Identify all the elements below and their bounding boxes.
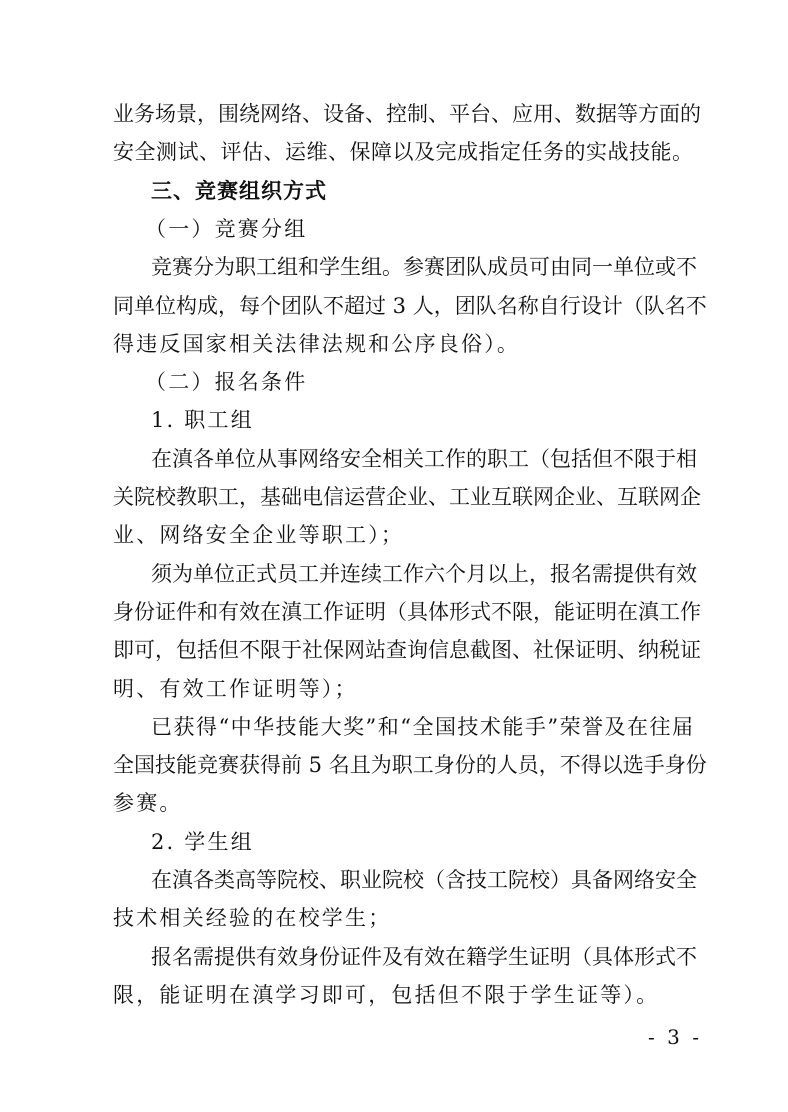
- body-text-line: 身份证件和有效在滇工作证明（具体形式不限，能证明在滇工作: [113, 600, 701, 624]
- body-text-line: 安全测试、评估、运维、保障以及完成指定任务的实战技能。: [113, 140, 693, 164]
- body-text-line: 即可，包括但不限于社保网站查询信息截图、社保证明、纳税证: [113, 638, 701, 662]
- subsection-heading: （二）报名条件: [145, 370, 308, 394]
- body-text-line: 技术相关经验的在校学生；: [113, 906, 392, 930]
- body-text-line: 须为单位正式员工并连续工作六个月以上，报名需提供有效: [151, 562, 697, 586]
- body-text-line: 已获得“中华技能大奖”和“全国技术能手”荣誉及在往届: [151, 715, 693, 739]
- body-text-line: 业、网络安全企业等职工）；: [113, 523, 405, 547]
- body-text-line: 全国技能竞赛获得前 5 名且为职工身份的人员，不得以选手身份: [113, 753, 707, 777]
- body-text-line: 业务场景，围绕网络、设备、控制、平台、应用、数据等方面的: [113, 102, 701, 126]
- body-text-line: 参赛。: [113, 791, 183, 815]
- body-text-line: 同单位构成，每个团队不超过 3 人，团队名称自行设计（队名不: [113, 294, 707, 318]
- section-heading: 三、竞赛组织方式: [151, 179, 327, 203]
- group-heading: 2. 学生组: [151, 830, 254, 854]
- body-text-line: 在滇各类高等院校、职业院校（含技工院校）具备网络安全: [151, 868, 697, 892]
- page-number: - 3 -: [648, 1025, 702, 1049]
- body-text-line: 明、有效工作证明等）；: [113, 677, 358, 701]
- subsection-heading: （一）竞赛分组: [145, 217, 308, 241]
- group-heading: 1. 职工组: [151, 408, 254, 432]
- body-text-line: 得违反国家相关法律法规和公序良俗）。: [113, 332, 521, 356]
- body-text-line: 限，能证明在滇学习即可，包括但不限于学生证等）。: [113, 983, 660, 1007]
- body-text-line: 在滇各单位从事网络安全相关工作的职工（包括但不限于相: [151, 447, 697, 471]
- body-text-line: 竞赛分为职工组和学生组。参赛团队成员可由同一单位或不: [151, 255, 697, 279]
- body-text-line: 报名需提供有效身份证件及有效在籍学生证明（具体形式不: [151, 945, 697, 969]
- body-text-line: 关院校教职工，基础电信运营企业、工业互联网企业、互联网企: [113, 485, 701, 509]
